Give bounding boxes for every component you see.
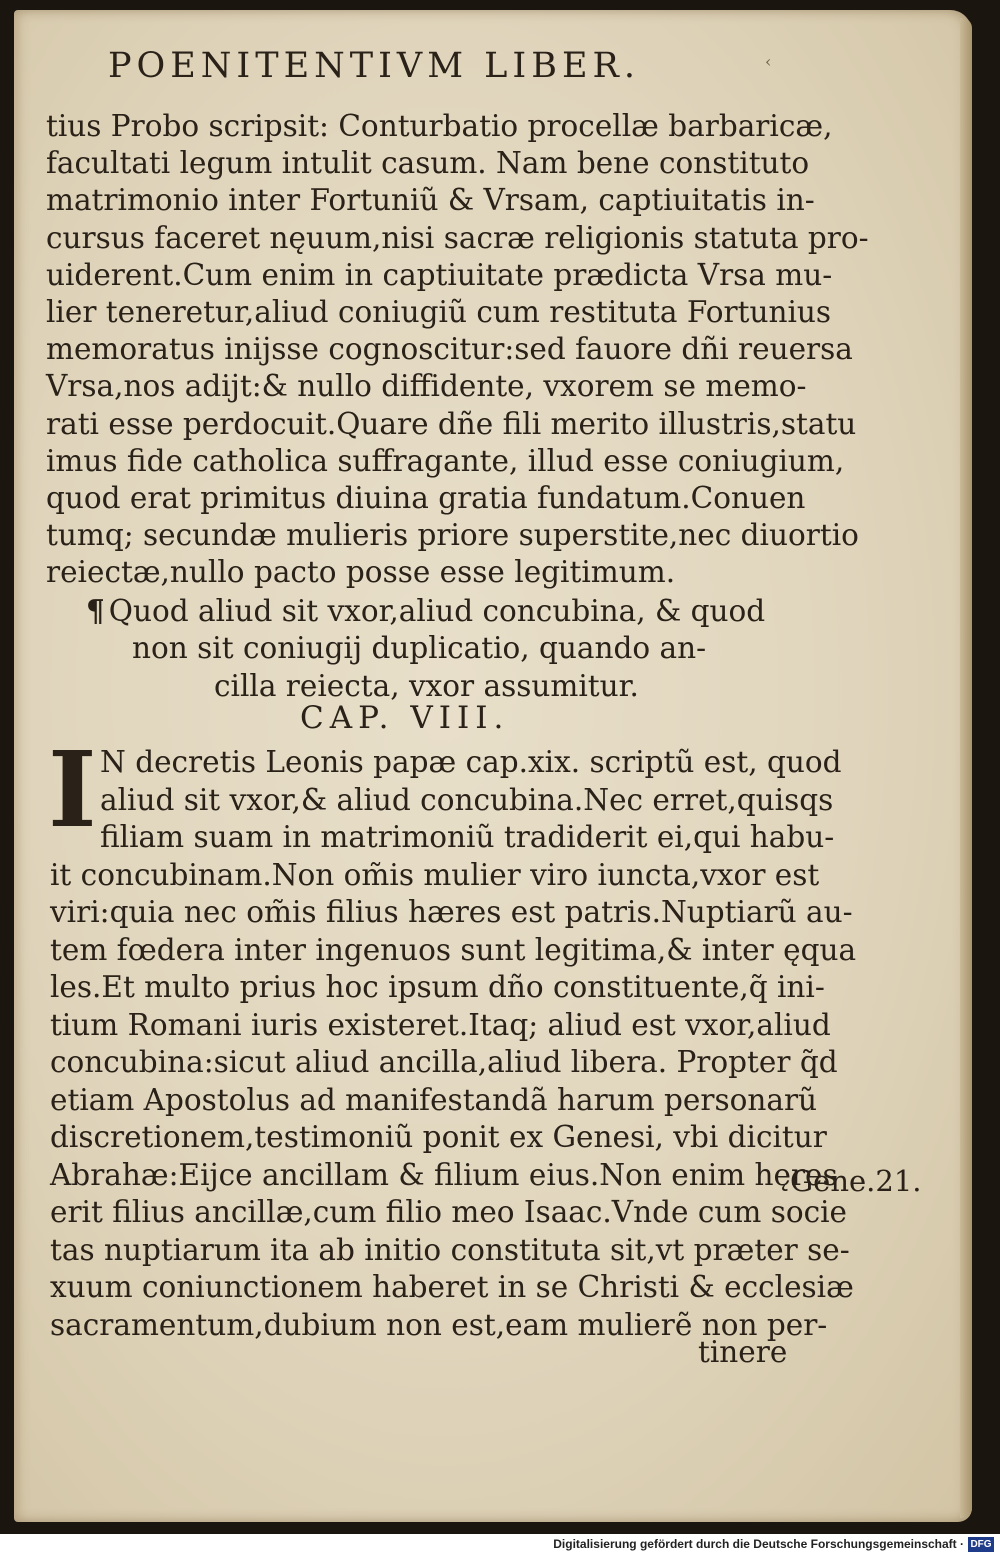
text-line: matrimonio inter Fortuniũ & Vrsam, captiuitatis in- [46,183,815,218]
text-line: concubina:sicut aliud ancilla,aliud libera. Propter q̃d [50,1045,838,1079]
text-line: aliud sit vxor,& aliud concubina.Nec erret,quisqs [100,782,834,817]
footer-credit: Digitalisierung gefördert durch die Deutsche Forschungsgemeinschaft · [553,1537,964,1551]
text-line: tumq; secundæ mulieris priore superstite,nec diuortio [46,518,859,553]
text-line: tem fœdera inter ingenuos sunt legitima,& inter ęqua [50,932,857,967]
text-line: xuum coniunctionem haberet in se Christi & ecclesiæ [50,1270,854,1304]
text-line: Abrahæ:Eijce ancillam & filium eius.Non enim hęres [50,1157,838,1192]
text-line: uiderent.Cum enim in captiuitate prædicta Vrsa mu- [46,257,833,292]
pilcrow-icon: ¶ [86,593,105,628]
text-line: lier teneretur,aliud coniugiũ cum restituta Fortunius [46,295,832,329]
drop-cap: I [48,728,97,851]
text-line: etiam Apostolus ad manifestandã harum personarũ [50,1082,818,1117]
text-line: it concubinam.Non om̃is mulier viro iuncta,vxor est [50,857,820,892]
text-line: tas nuptiarum ita ab initio constituta sit,vt præter se- [50,1232,850,1267]
text-line: quod erat primitus diuina gratia fundatum.Conuen [46,481,806,515]
text-line: tium Romani iuris existeret.Itaq; aliud est vxor,aliud [50,1007,831,1042]
text-line: viri:quia nec om̃is filius hæres est patris.Nuptiarũ au- [50,895,853,929]
summary-line-3: cilla reiecta, vxor assumitur. [214,669,639,703]
catchword: tinere [698,1335,788,1369]
text-line: les.Et multo prius hoc ipsum dño constituente,q̃ ini- [50,970,825,1004]
running-title: POENITENTIVM LIBER. [108,46,640,86]
text-line: discretionem,testimoniũ ponit ex Genesi, vbi dicitur [50,1120,827,1154]
text-line: Vrsa,nos adijt:& nullo diffidente, vxorem se memo- [46,369,807,404]
text-line: erit filius ancillæ,cum filio meo Isaac.Vnde cum socie [50,1195,848,1229]
text-line: cursus faceret nęuum,nisi sacræ religionis statuta pro- [46,220,869,255]
margin-note: Gene.21. [790,1164,922,1198]
text-line: tius Probo scripsit: Conturbatio procellæ barbaricæ, [46,109,833,143]
text-line: filiam suam in matrimoniũ tradiderit ei,qui habu- [100,820,835,854]
text-line: rati esse perdocuit.Quare dñe fili merito illustris,statu [46,406,857,441]
page-edge [960,18,972,1518]
text-line: sacramentum,dubium non est,eam mulierẽ non per- [50,1307,828,1342]
footer-bar [0,1534,1000,1556]
text-line: memoratus inijsse cognoscitur:sed fauore dñi reuersa [46,332,853,367]
text-line: facultati legum intulit casum. Nam bene constituto [46,146,810,181]
chapter-heading: CAP. VIII. [300,700,510,736]
text-line: reiectæ,nullo pacto posse esse legitimum. [46,555,676,590]
dfg-logo: DFG [968,1537,994,1552]
text-line: imus fide catholica suffragante, illud esse coniugium, [46,443,845,478]
corner-mark: ‹ [765,52,772,71]
text-line: N decretis Leonis papæ cap.xix. scriptũ est, quod [100,745,842,779]
summary-line-2: non sit coniugij duplicatio, quando an- [132,631,707,665]
summary-line-1: ¶ Quod aliud sit vxor,aliud concubina, & quod [86,593,766,628]
